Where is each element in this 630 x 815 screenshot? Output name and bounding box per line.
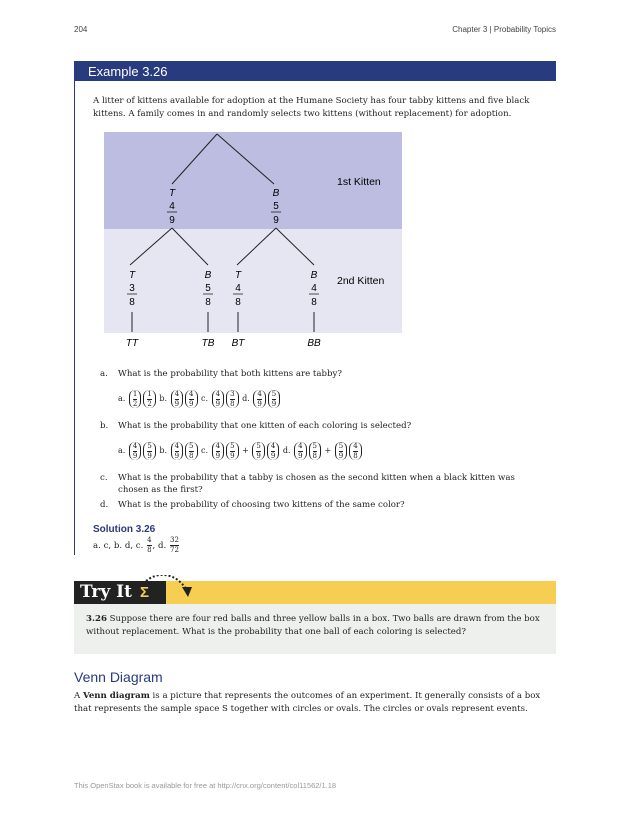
try-it-problem (86, 613, 548, 639)
try-it-number: 3.26 (86, 614, 107, 624)
option-label: a. (118, 446, 126, 455)
option-label: b. (159, 446, 168, 455)
question-text: What is the probability that a tabby is chosen as the second kitten when a black kitten was chosen as the first? (118, 473, 515, 495)
node-denominator: 9 (273, 215, 279, 226)
chapter-title: Chapter 3 | Probability Topics (452, 25, 556, 34)
node-letter: T (168, 188, 176, 199)
example-banner (74, 61, 556, 81)
option-label: d. (242, 394, 250, 403)
question-text: What is the probability that one kitten of each coloring is selected? (118, 421, 412, 431)
option-label: c. (201, 446, 209, 455)
try-it-badge (74, 581, 166, 604)
node-numerator: 4 (311, 283, 317, 294)
question-text: What is the probability that both kittens are tabby? (118, 369, 342, 379)
solution-title: Solution 3.26 (93, 524, 156, 535)
option-label: b. (159, 394, 168, 403)
node-numerator: 3 (129, 283, 135, 294)
try-it-title: Try It (80, 582, 132, 602)
option-label: a. (118, 394, 126, 403)
footer-note: This OpenStax book is available for free at http://cnx.org/content/col11562/1.18 (74, 781, 337, 790)
try-it-banner (74, 581, 556, 604)
options-a: a. $\frac{1}{2}$ $\frac{1}{2}$ b. $\frac{4}{9}$ $\frac{4}{9}$ c. $\frac{4}{9}$ $\frac{3}{8}$ d. $\frac{4}{9}$ $\frac{5}{9}$ (118, 390, 281, 408)
try-it-box (74, 604, 556, 654)
outcome-bt: BT (231, 338, 245, 349)
label-first-kitten: 1st Kitten (337, 176, 381, 188)
node-numerator: 4 (235, 283, 241, 294)
label-second-kitten: 2nd Kitten (337, 275, 385, 287)
example-left-rule (74, 81, 75, 555)
svg-text:Σ: Σ (140, 584, 150, 601)
question-letter: d. (100, 500, 109, 510)
venn-term: Venn diagram (82, 691, 150, 701)
question-text: What is the probability of choosing two kittens of the same color? (118, 500, 405, 510)
outcome-tb: TB (201, 338, 215, 349)
node-denominator: 8 (205, 297, 211, 308)
node-letter: B (204, 270, 212, 281)
node-numerator: 5 (273, 201, 279, 212)
sigma-icon (136, 575, 196, 605)
question-letter: a. (100, 369, 108, 379)
options-b: a. $\frac{4}{9}$ $\frac{5}{9}$ b. $\frac{4}{9}$ $\frac{5}{8}$ c. $\frac{4}{9}$ $\frac{5}{9}$ + $\frac{5}{9}$ $\frac{4}{9}$ d. $\frac{4}{9}$ $\frac{5}{8}$ + $\frac{5}{9}$ $\frac{4}{8}$ (118, 442, 363, 460)
node-numerator: 4 (169, 201, 175, 212)
node-letter: B (272, 188, 280, 199)
node-numerator: 5 (205, 283, 211, 294)
node-letter: B (310, 270, 318, 281)
question-a (100, 368, 540, 380)
node-denominator: 8 (311, 297, 317, 308)
page-number: 204 (74, 25, 88, 34)
question-d (100, 499, 540, 511)
tree-diagram (104, 132, 402, 352)
node-denominator: 9 (169, 215, 175, 226)
option-label: c. (201, 394, 209, 403)
question-c (100, 472, 540, 496)
example-title: Example 3.26 (88, 64, 168, 79)
node-letter: T (128, 270, 136, 281)
outcome-bb: BB (307, 338, 321, 349)
venn-paragraph: A Venn diagram is a picture that represents the outcomes of an experiment. It generally consists of a box that represents the sample space S together with circles or ovals. The circles or ovals represent events. (74, 691, 541, 714)
try-it-text: Suppose there are four red balls and three yellow balls in a box. Two balls are drawn from the box without replacement. What is the probability that one ball of each coloring is selected? (86, 614, 540, 637)
venn-heading: Venn Diagram (74, 669, 163, 685)
solution-answer: a. c, b. d, c. $\frac{4}{8}$ , d. $\frac{32}{72}$ (93, 536, 179, 554)
outcome-tt: TT (125, 338, 139, 349)
example-intro: A litter of kittens available for adoption at the Humane Society has four tabby kittens and five black kittens. A family comes in and randomly selects two kittens (without replacement) for adoption. (93, 96, 530, 119)
node-letter: T (234, 270, 242, 281)
option-label: d. (282, 446, 291, 455)
node-denominator: 8 (235, 297, 241, 308)
node-denominator: 8 (129, 297, 135, 308)
question-b (100, 420, 540, 432)
question-letter: c. (100, 473, 108, 483)
question-letter: b. (100, 421, 109, 431)
